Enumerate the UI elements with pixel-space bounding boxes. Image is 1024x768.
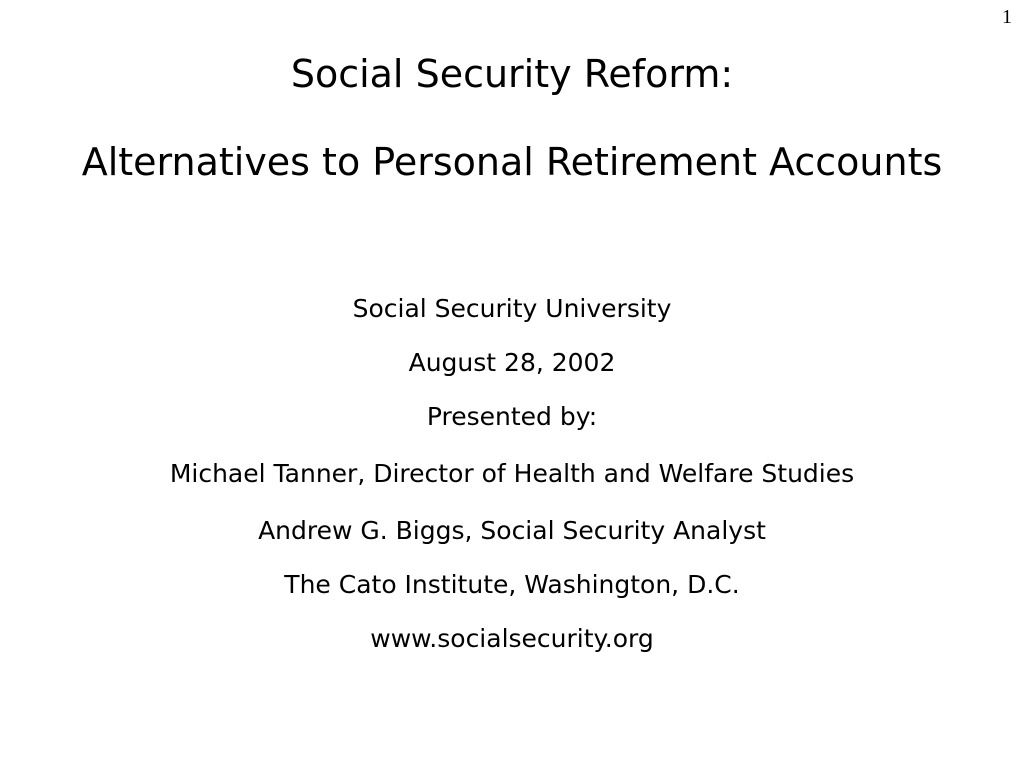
website-url: www.socialsecurity.org: [370, 624, 654, 653]
slide-title: Social Security Reform:: [290, 52, 734, 96]
organization: The Cato Institute, Washington, D.C.: [284, 570, 740, 599]
presented-by-label: Presented by:: [426, 402, 598, 431]
title-block: [40, 50, 984, 186]
presenter-tanner: Michael Tanner, Director of Health and Welfare Studies: [169, 459, 855, 488]
presentation-date: August 28, 2002: [408, 348, 616, 377]
presentation-info: [90, 292, 934, 676]
slide-subtitle: Alternatives to Personal Retirement Accounts: [81, 140, 943, 184]
slide-number: 1: [1002, 6, 1012, 28]
event-name: Social Security University: [352, 294, 672, 323]
presenter-biggs: Andrew G. Biggs, Social Security Analyst: [258, 516, 766, 545]
